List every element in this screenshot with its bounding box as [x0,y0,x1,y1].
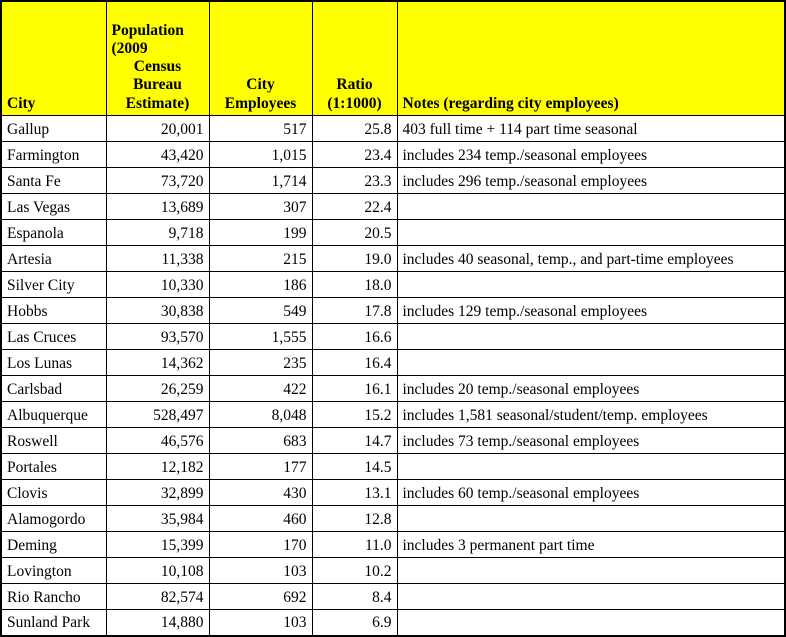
cell-population: 93,570 [106,324,209,350]
cell-notes [397,220,785,246]
cell-employees: 460 [209,506,312,532]
cell-employees: 683 [209,428,312,454]
cell-city: Santa Fe [1,168,106,194]
cell-notes: includes 73 temp./seasonal employees [397,428,785,454]
cell-notes: includes 1,581 seasonal/student/temp. employees [397,402,785,428]
column-header-population-line-4: Bureau [133,76,182,94]
cell-population: 13,689 [106,194,209,220]
cell-city: Albuquerque [1,402,106,428]
cell-ratio: 16.6 [312,324,397,350]
cell-population: 30,838 [106,298,209,324]
cell-city: Portales [1,454,106,480]
cell-population: 82,574 [106,584,209,610]
cell-employees: 517 [209,116,312,142]
cell-city: Las Cruces [1,324,106,350]
cell-city: Rio Rancho [1,584,106,610]
column-header-ratio-line-1: Ratio [336,76,373,94]
cell-population: 43,420 [106,142,209,168]
table-row [1,168,785,194]
cell-population: 528,497 [106,402,209,428]
cell-notes [397,584,785,610]
column-header-notes-label: Notes (regarding city employees) [402,94,619,112]
cell-city: Sunland Park [1,610,106,636]
cell-population: 12,182 [106,454,209,480]
column-header-population-line-5: Estimate) [125,94,190,112]
cell-employees: 1,714 [209,168,312,194]
cell-city: Alamogordo [1,506,106,532]
cell-employees: 103 [209,610,312,636]
cell-population: 9,718 [106,220,209,246]
cell-notes: includes 3 permanent part time [397,532,785,558]
cell-ratio: 20.5 [312,220,397,246]
table-row [1,454,785,480]
cell-ratio: 23.3 [312,168,397,194]
cell-employees: 422 [209,376,312,402]
column-header-ratio [312,1,397,116]
cell-notes [397,194,785,220]
cell-ratio: 23.4 [312,142,397,168]
cell-notes: includes 40 seasonal, temp., and part-time employees [397,246,785,272]
table-row [1,558,785,584]
table-row [1,506,785,532]
cell-notes: 403 full time + 114 part time seasonal [397,116,785,142]
column-header-city-employees-line-1: City [246,76,275,94]
cell-city: Roswell [1,428,106,454]
column-header-population-line-1: Population [111,21,184,39]
cell-notes [397,324,785,350]
cell-population: 26,259 [106,376,209,402]
cell-population: 14,880 [106,610,209,636]
cell-employees: 1,015 [209,142,312,168]
cell-ratio: 16.1 [312,376,397,402]
cell-city: Hobbs [1,298,106,324]
cell-ratio: 14.7 [312,428,397,454]
cell-notes [397,272,785,298]
cell-notes: includes 20 temp./seasonal employees [397,376,785,402]
cell-ratio: 19.0 [312,246,397,272]
cell-ratio: 15.2 [312,402,397,428]
cell-notes [397,610,785,636]
column-header-population [106,1,209,116]
table-body [1,116,785,636]
table-row [1,610,785,636]
cell-employees: 307 [209,194,312,220]
cell-population: 46,576 [106,428,209,454]
cell-notes [397,350,785,376]
table-row [1,220,785,246]
column-header-population-line-2: (2009 [111,39,148,57]
cell-employees: 103 [209,558,312,584]
cell-notes: includes 60 temp./seasonal employees [397,480,785,506]
cell-ratio: 10.2 [312,558,397,584]
cell-ratio: 8.4 [312,584,397,610]
cell-ratio: 11.0 [312,532,397,558]
table-row [1,350,785,376]
cell-population: 20,001 [106,116,209,142]
cell-employees: 1,555 [209,324,312,350]
table-row [1,324,785,350]
cell-notes: includes 129 temp./seasonal employees [397,298,785,324]
cell-population: 35,984 [106,506,209,532]
table-row [1,272,785,298]
cell-population: 10,330 [106,272,209,298]
cell-city: Las Vegas [1,194,106,220]
table-header [1,1,785,116]
column-header-city-employees [209,1,312,116]
table-row [1,480,785,506]
cell-population: 73,720 [106,168,209,194]
cell-notes [397,558,785,584]
table-row [1,584,785,610]
cell-notes: includes 234 temp./seasonal employees [397,142,785,168]
cell-employees: 186 [209,272,312,298]
cell-employees: 692 [209,584,312,610]
table-row [1,116,785,142]
table-row [1,428,785,454]
cell-ratio: 25.8 [312,116,397,142]
cell-notes [397,506,785,532]
cell-city: Carlsbad [1,376,106,402]
cell-employees: 430 [209,480,312,506]
cell-employees: 199 [209,220,312,246]
cell-employees: 8,048 [209,402,312,428]
column-header-city [1,1,106,116]
cell-city: Farmington [1,142,106,168]
column-header-population-line-3: Census [133,58,182,76]
cell-city: Gallup [1,116,106,142]
table-row [1,402,785,428]
cell-ratio: 6.9 [312,610,397,636]
cell-notes [397,454,785,480]
cell-city: Lovington [1,558,106,584]
cell-employees: 170 [209,532,312,558]
table-row [1,376,785,402]
cell-ratio: 18.0 [312,272,397,298]
column-header-city-label: City [7,94,36,112]
cell-ratio: 12.8 [312,506,397,532]
table-row [1,194,785,220]
cell-ratio: 13.1 [312,480,397,506]
cell-city: Deming [1,532,106,558]
cell-city: Silver City [1,272,106,298]
cell-ratio: 17.8 [312,298,397,324]
table-row [1,532,785,558]
column-header-ratio-line-2: (1:1000) [327,94,382,112]
cell-ratio: 16.4 [312,350,397,376]
cell-employees: 215 [209,246,312,272]
cell-population: 32,899 [106,480,209,506]
cell-population: 15,399 [106,532,209,558]
column-header-notes [397,1,785,116]
cell-city: Espanola [1,220,106,246]
cell-city: Clovis [1,480,106,506]
cell-city: Los Lunas [1,350,106,376]
cell-city: Artesia [1,246,106,272]
table-row [1,298,785,324]
table-row [1,142,785,168]
cell-population: 10,108 [106,558,209,584]
cell-population: 14,362 [106,350,209,376]
cell-population: 11,338 [106,246,209,272]
cell-employees: 177 [209,454,312,480]
cell-employees: 549 [209,298,312,324]
column-header-city-employees-line-2: Employees [224,94,297,112]
cell-ratio: 22.4 [312,194,397,220]
cell-ratio: 14.5 [312,454,397,480]
cell-notes: includes 296 temp./seasonal employees [397,168,785,194]
cell-employees: 235 [209,350,312,376]
table-row [1,246,785,272]
table-header-row [1,1,785,116]
